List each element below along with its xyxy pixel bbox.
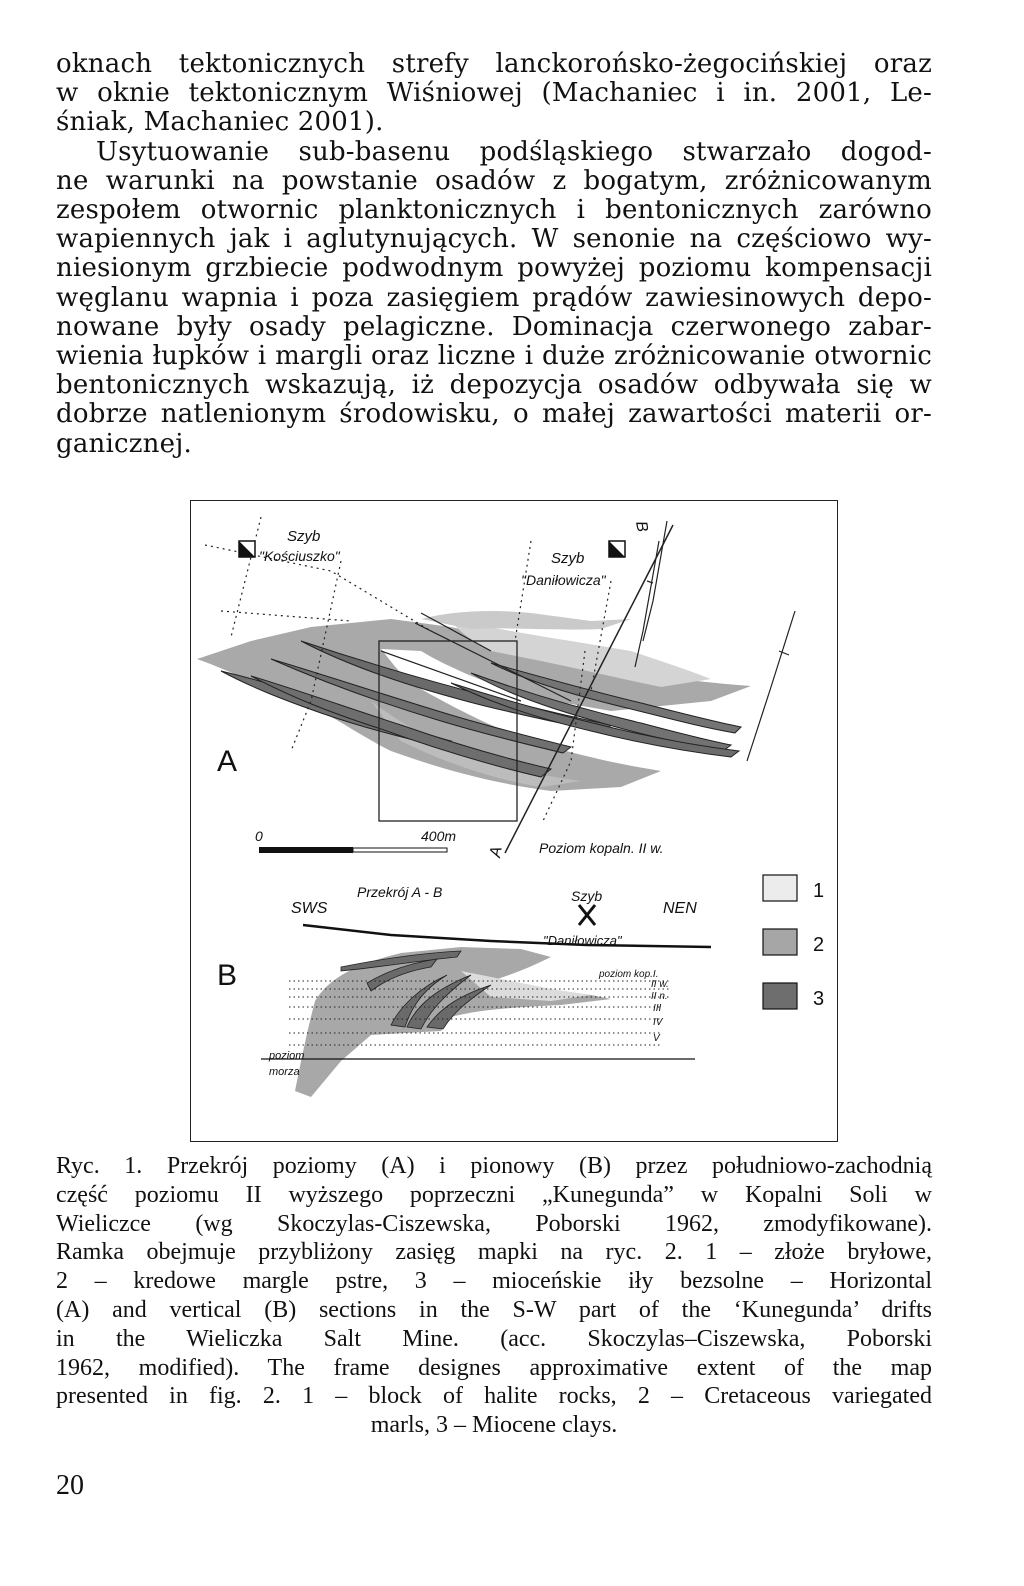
shaft-b-label-1: Szyb (571, 888, 603, 904)
legend-swatch-2 (763, 929, 797, 955)
shaft-1-label-2: "Kościuszko" (259, 548, 340, 564)
figure-caption (56, 1152, 932, 1440)
mine-hammers-icon (579, 905, 595, 925)
caption-line: Ryc. 1. Przekrój poziomy (A) i pionowy (B) przez południowo-zachodnią (56, 1153, 932, 1179)
body-text-line: nowane były osady pelagiczne. Dominacja czerwonego zabar- (56, 311, 932, 342)
body-text-line: wapiennych jak i aglutynujących. W senonie na częściowo wy- (56, 224, 932, 255)
legend-num-2: 2 (813, 934, 825, 956)
dir-right: NEN (663, 900, 697, 917)
body-text-line: niesionym grzbiecie podwodnym powyżej poziomu kompensacji (56, 253, 932, 284)
panel-b (217, 884, 711, 1097)
level-5: V (653, 1033, 660, 1044)
level-top: poziom kop.I. (599, 969, 659, 980)
scale-max: 400m (421, 828, 457, 844)
body-text-line: Usytuowanie sub-basenu podśląskiego stwarzało dogod- (96, 136, 932, 167)
shaft-1-label-1: Szyb (287, 528, 321, 545)
section-end-b: B (632, 519, 651, 534)
level-3: III (653, 1003, 662, 1014)
legend (763, 875, 824, 1010)
caption-line: marls, 3 – Miocene clays. (370, 1412, 618, 1439)
level-2w: II w. (651, 979, 669, 990)
panel-a (197, 517, 795, 860)
figure-drawing (191, 501, 839, 1143)
body-text (56, 50, 932, 459)
page-number: 20 (56, 1470, 84, 1501)
caption-line: część poziomu II wyższego poprzeczni „Kunegunda” w Kopalni Soli w (56, 1181, 932, 1208)
level-4: IV (653, 1017, 663, 1028)
caption-line: Ramka obejmuje przybliżony zasięg mapki na ryc. 2. 1 – złoże bryłowe, (56, 1239, 932, 1266)
body-text-line: dobrze natlenionym środowisku, o małej zawartości materii or- (56, 399, 932, 430)
legend-num-3: 3 (813, 988, 825, 1010)
body-text-line: ganicznej. (56, 428, 192, 459)
caption-line: (A) and vertical (B) sections in the S-W part of the ‘Kunegunda’ drifts (56, 1296, 932, 1323)
shaft-2-label-1: Szyb (551, 550, 585, 567)
level-label: Poziom kopaln. II w. (539, 840, 664, 856)
body-text-line: bentonicznych wskazują, iż depozycja osadów odbywała się w (56, 370, 932, 401)
section-title: Przekrój A - B (357, 884, 443, 900)
body-text-line: śniak, Machaniec 2001). (56, 107, 384, 138)
caption-line: in the Wieliczka Salt Mine. (acc. Skoczylas–Ciszewska, Poborski (56, 1325, 932, 1352)
level-2n: II n. (651, 991, 668, 1002)
scale-bar (259, 847, 447, 853)
legend-num-1: 1 (813, 880, 825, 902)
body-text-line: w oknie tektonicznym Wiśniowej (Machaniec i in. 2001, Le- (56, 78, 932, 109)
legend-swatch-1 (763, 875, 797, 901)
section-end-a: A (487, 845, 506, 859)
caption-line: presented in fig. 2. 1 – block of halite rocks, 2 – Cretaceous variegated (56, 1383, 932, 1410)
figure-1 (190, 500, 838, 1142)
sea-level-1: poziom (269, 1050, 305, 1062)
body-text-line: zespołem otwornic planktonicznych i bentonicznych zarówno (56, 195, 932, 226)
scale-zero: 0 (255, 828, 263, 844)
body-text-line: węglanu wapnia i poza zasięgiem prądów zawiesinowych depo- (56, 282, 932, 313)
caption-line: 1962, modified). The frame designes approximative extent of the map (56, 1354, 932, 1381)
ground-surface (303, 925, 711, 947)
dir-left: SWS (291, 900, 328, 917)
upper-grey-a (421, 611, 631, 630)
caption-line: Wieliczce (wg Skoczylas-Ciszewska, Poborski 1962, zmodyfikowane). (56, 1210, 932, 1237)
shaft-b-label-2: "Daniłowicza" (543, 933, 622, 948)
sea-level-2: morza (269, 1066, 300, 1078)
body-text-line: wienia łupków i margli oraz liczne i duże zróżnicowanie otwornic (56, 341, 932, 372)
body-text-line: ne warunki na powstanie osadów z bogatym, zróżnicowanym (56, 165, 932, 196)
legend-swatch-3 (763, 983, 797, 1009)
body-text-line: oknach tektonicznych strefy lanckorońsko-żegocińskiej oraz (56, 49, 932, 79)
panel-b-label: B (217, 959, 238, 992)
shaft-2-label-2: "Daniłowicza" (521, 572, 606, 588)
panel-a-label: A (217, 745, 238, 778)
caption-line: 2 – kredowe margle pstre, 3 – mioceńskie iły bezsolne – Horizontal (56, 1268, 932, 1295)
